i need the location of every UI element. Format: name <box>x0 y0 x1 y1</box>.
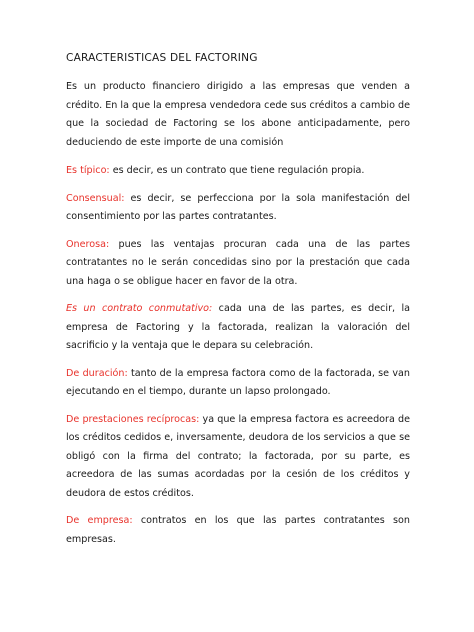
characteristic-commutative <box>66 300 410 356</box>
characteristic-typical <box>66 162 410 181</box>
characteristic-definition: ya que la empresa factora es acreedora de los créditos cedidos e, inversamente, deudora de los servicios a que se obligó con la firma del contrato; la factorada, por su parte, es acreedora de las sumas acordadas por la cesión de los créditos y deudora de estos créditos. <box>66 413 410 499</box>
characteristic-definition: pues las ventajas procuran cada una de las partes contratantes no le serán concedidas sino por la prestación que cada una haga o se obligue hacer en favor de la otra. <box>66 238 410 287</box>
characteristic-reciprocal <box>66 411 410 504</box>
characteristic-term: Es típico: <box>66 165 110 176</box>
characteristic-enterprise <box>66 512 410 549</box>
document-title: CARACTERISTICAS DEL FACTORING <box>66 52 258 64</box>
characteristic-definition: contratos en los que las partes contratantes son empresas. <box>66 515 410 545</box>
characteristic-definition: cada una de las partes, es decir, la empresa de Factoring y la factorada, realizan la valoración del sacrificio y la ventaja que le depara su celebración. <box>66 303 411 351</box>
characteristic-term: De prestaciones recíprocas: <box>66 413 200 425</box>
characteristic-term: Onerosa: <box>66 238 110 250</box>
characteristic-onerous <box>66 236 410 292</box>
characteristic-term: Es un contrato conmutativo: <box>66 303 213 314</box>
characteristic-term: De duración: <box>66 367 128 379</box>
characteristic-consensual <box>66 190 410 227</box>
characteristic-duration <box>66 365 410 402</box>
characteristic-term: De empresa: <box>66 515 133 526</box>
characteristic-definition: tanto de la empresa factora como de la factorada, se van ejecutando en el tiempo, durante un lapso prolongado. <box>66 367 410 397</box>
characteristic-term: Consensual: <box>66 192 125 204</box>
characteristic-definition: es decir, es un contrato que tiene regulación propia. <box>109 165 365 176</box>
characteristic-definition: es decir, se perfecciona por la sola manifestación del consentimiento por las partes contratantes. <box>66 192 410 222</box>
intro-paragraph: Es un producto financiero dirigido a las empresas que venden a crédito. En la que la empresa vendedora cede sus créditos a cambio de que la sociedad de Factoring se los abone anticipadamente, pero deduciendo de este importe de una comisión <box>66 81 410 148</box>
